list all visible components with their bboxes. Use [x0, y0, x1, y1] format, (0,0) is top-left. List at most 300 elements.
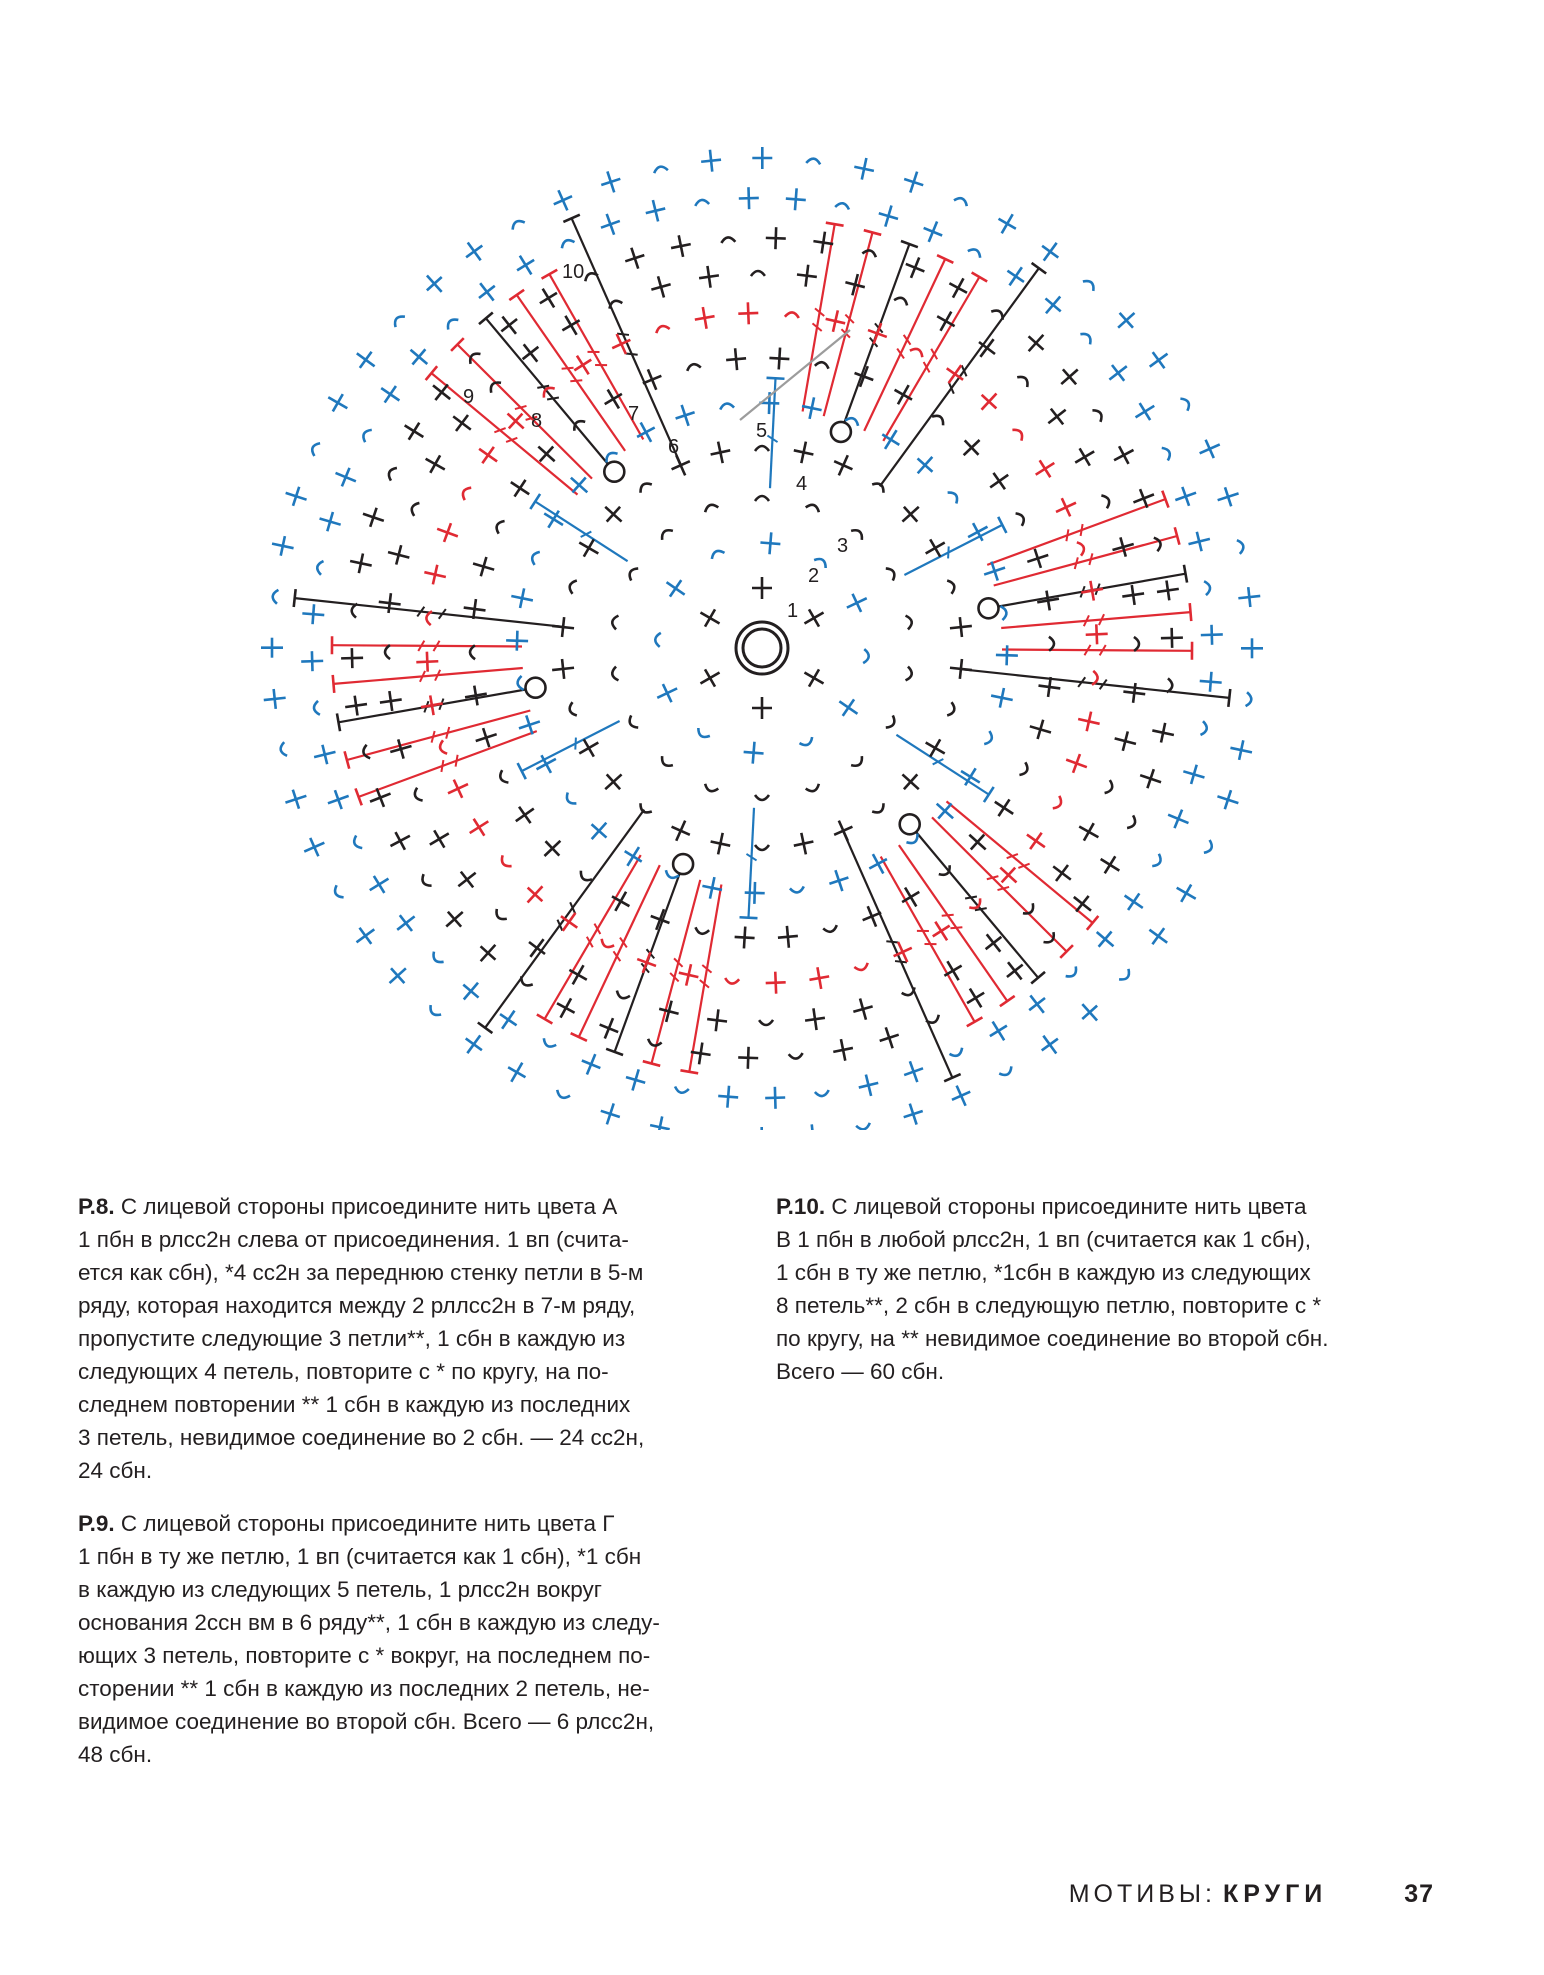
round-stitch-p [894, 296, 909, 306]
tall-stitch [824, 233, 873, 417]
round-stitch [1017, 374, 1031, 387]
round-stitch [494, 519, 504, 534]
round-stitch [421, 450, 450, 478]
round-stitch [1042, 402, 1072, 431]
round-stitch-p [686, 363, 701, 371]
round-stitch [1090, 924, 1120, 953]
r3-stitch-p [755, 795, 769, 800]
round-stitch-v [1075, 451, 1094, 462]
round-stitch-p [856, 1123, 871, 1130]
round-stitch [856, 1072, 881, 1098]
round-stitch [1167, 678, 1173, 692]
round-stitch [351, 345, 381, 374]
round-stitch-p [1000, 605, 1007, 620]
tall-stitch-tick [570, 380, 582, 381]
round-stitch [452, 865, 482, 894]
round-stitch-p [759, 1020, 773, 1025]
round-stitch [900, 1101, 926, 1128]
round-stitch [1241, 638, 1263, 658]
round-stitch [1237, 539, 1245, 554]
r2-stitch-v [770, 532, 772, 554]
long-black-stitch-tick [626, 353, 638, 354]
round-stitch [994, 860, 1024, 890]
round-stitch [599, 499, 629, 529]
round-stitch-p [755, 845, 769, 850]
round-stitch-p [823, 925, 838, 933]
round-stitch-p [510, 218, 525, 229]
round-stitch [1111, 306, 1141, 336]
round-stitch [900, 1058, 926, 1085]
round-stitch [876, 203, 901, 230]
round-stitch-v [1149, 930, 1167, 943]
round-stitch [902, 254, 929, 282]
tall-stitch-top [826, 223, 844, 226]
round-stitch [541, 1038, 556, 1049]
round-stitch-p [694, 927, 709, 935]
r1-stitch-v [700, 673, 719, 684]
round-stitch-p [755, 446, 769, 451]
round-stitch [717, 1085, 739, 1108]
round-stitch [1049, 637, 1054, 651]
tall-stitch-top [542, 270, 558, 279]
round-stitch [410, 501, 420, 516]
r3-stitch-p [611, 667, 618, 682]
round-stitch [725, 978, 739, 984]
round-stitch [765, 971, 786, 994]
round-stitch [1122, 682, 1146, 704]
round-stitch [325, 786, 352, 812]
blue-stitch [535, 502, 627, 562]
round-stitch [796, 264, 818, 288]
round-stitch [352, 835, 363, 850]
round-stitch [686, 363, 701, 371]
round-stitch-v [727, 1086, 729, 1108]
r2-stitch [710, 548, 725, 559]
round-stitch-v [537, 759, 556, 769]
round-stitch-p [999, 1066, 1014, 1077]
round-stitch [460, 237, 489, 267]
round-stitch-p [310, 441, 320, 456]
round-stitch-p [949, 1048, 964, 1059]
r3-stitch [886, 566, 897, 581]
round-stitch [792, 440, 816, 466]
long-black-stitch-top [478, 1022, 493, 1033]
tall-stitch [332, 645, 522, 646]
round-stitch-p [1083, 278, 1097, 291]
round-stitch-v [544, 513, 563, 525]
round-stitch [530, 550, 540, 565]
long-black-stitch-top [1228, 689, 1230, 707]
long-black-stitch-tick-l [617, 334, 629, 335]
round-9-label: Р.9. [78, 1511, 115, 1536]
round-stitch-p [1019, 762, 1029, 777]
r2-stitch [743, 741, 765, 765]
r3-stitch-p [659, 527, 673, 540]
round-stitch-p [1162, 446, 1173, 461]
round-stitch [283, 483, 310, 509]
tall-stitch-top [1000, 996, 1015, 1006]
tall-stitch-top [1184, 565, 1187, 583]
round-stitch-p [568, 579, 577, 594]
round-stitch [413, 788, 423, 803]
tall-stitch-top [571, 1033, 587, 1041]
r3-stitch [611, 615, 618, 630]
round-stitch-p [1167, 678, 1173, 692]
round-label-4: 4 [796, 473, 808, 495]
round-stitch-v [357, 929, 375, 942]
tall-stitch-tick-l [506, 438, 517, 442]
round-stitch [698, 265, 721, 290]
round-stitch [511, 250, 540, 279]
r3-stitch [703, 503, 718, 512]
tall-stitch-tick [547, 397, 559, 399]
round-stitch [1101, 493, 1111, 508]
round-stitch [344, 694, 369, 717]
round-stitch-p [1246, 692, 1252, 706]
round-stitch [310, 441, 320, 456]
cluster-base [900, 814, 920, 834]
round-stitch [984, 1016, 1013, 1045]
round-stitch-v [926, 743, 945, 754]
round-stitch [655, 324, 670, 333]
r3-stitch-p [886, 566, 897, 581]
round-stitch [622, 245, 648, 272]
round-stitch-p [968, 247, 983, 258]
r3-stitch [906, 615, 913, 630]
round-stitch-p [947, 579, 956, 594]
blue-stitch [896, 735, 988, 795]
tall-stitch-top [333, 675, 335, 693]
round-stitch-p [499, 855, 512, 869]
round-stitch [872, 480, 886, 492]
round-stitch [674, 1086, 689, 1093]
round-stitch [279, 742, 287, 757]
r1-stitch [752, 697, 772, 719]
round-stitch [362, 745, 370, 760]
round-stitch [862, 249, 877, 258]
round-stitch-v [1008, 962, 1022, 979]
round-stitch-p [1127, 815, 1138, 830]
round-stitch [721, 237, 735, 243]
round-stitch [518, 976, 532, 988]
round-stitch-v [787, 926, 789, 948]
round-stitch-v [1027, 835, 1045, 848]
tall-stitch-tick-l [1081, 524, 1083, 536]
round-stitch [1030, 454, 1059, 483]
round-stitch-v [543, 289, 554, 308]
round-stitch [765, 227, 786, 250]
blue-stitch-top [518, 763, 526, 779]
round-label-5: 5 [756, 420, 768, 442]
tall-stitch-tick-l [1066, 529, 1068, 541]
round-stitch [383, 961, 413, 991]
round-stitch [506, 630, 529, 651]
round-stitch [1052, 494, 1080, 521]
round-stitch-v [357, 353, 375, 366]
subsection-title: КРУГИ [1222, 1880, 1328, 1908]
round-stitch [850, 996, 875, 1023]
round-stitch-v [1048, 410, 1065, 424]
round-stitch [864, 849, 892, 878]
tall-stitch-bar [1087, 916, 1098, 930]
round-stitch [597, 1100, 623, 1127]
round-stitch [1036, 589, 1061, 612]
long-black-stitch-tick [895, 961, 907, 962]
r2-stitch-p [710, 548, 725, 559]
round-stitch [823, 308, 847, 334]
blue-stitch-bar [984, 787, 994, 802]
round-stitch [470, 645, 475, 659]
round-stitch-p [1204, 581, 1211, 596]
round-stitch [1035, 1030, 1064, 1060]
round-stitch [351, 921, 381, 950]
long-black-stitch-tick-l [886, 941, 898, 942]
round-stitch [991, 308, 1005, 320]
round-stitch [473, 441, 503, 470]
round-stitch [876, 1024, 902, 1051]
round-stitch-v [301, 661, 323, 662]
round-stitch-p [991, 308, 1005, 320]
round-stitch-v [563, 913, 576, 931]
round-stitch-v [448, 784, 468, 793]
round-stitch [427, 1005, 441, 1018]
round-stitch-p [719, 403, 734, 410]
round-stitch [752, 1127, 772, 1130]
round-stitch [1027, 717, 1054, 742]
tall-stitch-bar [333, 675, 335, 693]
round-stitch [949, 658, 973, 680]
round-stitch-v [479, 449, 497, 462]
round-stitch [638, 480, 652, 492]
round-stitch [919, 218, 946, 246]
round-stitch-p [854, 963, 869, 972]
round-stitch [560, 238, 575, 249]
r3-stitch [627, 715, 638, 730]
round-stitch [1144, 922, 1174, 951]
round-stitch-v [341, 658, 363, 659]
long-black-stitch-tick [617, 334, 629, 335]
round-stitch [317, 509, 344, 534]
cluster-base [979, 598, 999, 618]
round-stitch [361, 427, 372, 442]
round-stitch-v [577, 356, 589, 375]
round-stitch [1172, 483, 1199, 509]
round-stitch-p [1017, 374, 1031, 387]
round-stitch [968, 247, 983, 258]
round-stitch [549, 186, 576, 214]
round-stitch [599, 767, 629, 797]
blue-stitch-top [740, 917, 758, 918]
round-stitch [1127, 815, 1138, 830]
round-stitch [332, 885, 343, 900]
round-stitch [459, 1030, 488, 1060]
r2-stitch [834, 693, 863, 722]
round-stitch-p [1077, 541, 1086, 556]
round-stitch-p [806, 158, 820, 164]
round-stitch [826, 867, 852, 894]
blue-stitch-tick-l [948, 546, 949, 558]
round-stitch-p [655, 324, 670, 333]
long-black-stitch-tick-l [895, 961, 907, 962]
r3-stitch-p [806, 503, 821, 512]
tall-stitch-bar [479, 313, 493, 325]
round-stitch [312, 742, 338, 767]
r3-stitch [627, 566, 638, 581]
tall-stitch [359, 731, 537, 797]
round-stitch [341, 648, 363, 669]
round-stitch [1103, 358, 1133, 387]
r1-stitch-v [700, 613, 719, 624]
round-stitch [777, 925, 799, 949]
round-stitch-v [390, 836, 409, 846]
blue-stitch-tick-l [575, 738, 576, 750]
r1-stitch [695, 604, 724, 632]
round-stitch [802, 1123, 824, 1130]
round-stitch [463, 684, 488, 707]
r1-stitch [799, 664, 828, 692]
r1-stitch-v [804, 673, 823, 684]
round-stitch-p [1066, 966, 1080, 979]
round-stitch [1119, 887, 1148, 916]
round-stitch [706, 1008, 728, 1032]
round-stitch [1112, 729, 1138, 754]
blue-stitch-bar [767, 378, 785, 379]
long-black-stitch-top [294, 589, 296, 607]
blue-stitch [522, 721, 620, 771]
round-stitch-p [316, 560, 323, 575]
round-stitch-p [392, 313, 405, 327]
round-stitch [633, 949, 659, 977]
tall-stitch-bar [826, 223, 844, 226]
tall-stitch [689, 885, 721, 1072]
round-stitch [948, 489, 961, 503]
r2-stitch [655, 632, 661, 646]
round-stitch-v [381, 388, 399, 400]
tall-stitch [881, 857, 975, 1022]
round-stitch [599, 939, 614, 950]
round-stitch [551, 658, 575, 680]
round-stitch [520, 880, 550, 910]
round-stitch-v [775, 227, 776, 249]
r2-stitch [760, 532, 782, 556]
round-stitch-v [520, 256, 532, 275]
round-stitch [499, 855, 512, 869]
round-stitch [949, 616, 973, 638]
tall-stitch-tick [942, 915, 954, 916]
round-stitch [1161, 628, 1183, 649]
round-stitch [557, 311, 585, 340]
round-stitch [1164, 805, 1192, 832]
round-stitch-v [328, 397, 347, 408]
long-black-stitch-bar [478, 1022, 493, 1033]
r2-stitch [863, 649, 869, 663]
round-stitch [516, 338, 545, 368]
round-stitch [493, 909, 507, 922]
blue-stitch-bar [740, 917, 758, 918]
round-stitch [872, 803, 886, 815]
round-stitch-p [932, 413, 946, 426]
round-stitch-v [775, 1087, 776, 1109]
r3-stitch [659, 527, 673, 540]
round-stitch-v [1238, 596, 1260, 598]
round-stitch-v [430, 833, 449, 844]
round-stitch-v [735, 348, 737, 370]
round-stitch-p [1101, 493, 1111, 508]
round-stitch [647, 1039, 662, 1048]
round-stitch-v [516, 809, 534, 822]
round-stitch-p [272, 589, 278, 603]
round-stitch [564, 792, 577, 806]
round-stitch-p [386, 466, 397, 481]
round-stitch [856, 1123, 871, 1130]
r3-stitch [806, 503, 821, 512]
round-stitch [598, 168, 624, 195]
chart-symbols [261, 147, 1263, 1130]
round-stitch-p [1105, 780, 1115, 795]
round-stitch [376, 380, 405, 409]
round-stitch-v [1086, 634, 1108, 635]
round-stitch [1055, 362, 1085, 392]
round-stitch [989, 793, 1018, 822]
round-stitch-v [380, 699, 402, 702]
r3-stitch [851, 527, 865, 540]
round-stitch [445, 316, 459, 329]
round-stitch-p [460, 485, 471, 500]
round-stitch-p [1180, 396, 1191, 411]
round-stitch [921, 734, 950, 762]
round-stitch [752, 147, 772, 169]
blue-stitch-top [767, 378, 785, 379]
tall-stitch-tick [506, 438, 517, 442]
round-8-label: Р.8. [78, 1194, 115, 1219]
round-stitch [854, 963, 869, 972]
r1-stitch-v [804, 613, 823, 624]
round-stitch [894, 296, 909, 306]
round-stitch [1063, 750, 1091, 776]
round-stitch-v [1044, 243, 1057, 261]
round-stitch [472, 277, 501, 307]
round-stitch [759, 1020, 773, 1025]
round-stitch [1156, 579, 1181, 602]
tall-stitch-top [1087, 916, 1098, 930]
round-stitch [510, 800, 539, 829]
round-stitch [806, 158, 820, 164]
round-9-instructions: Р.9. С лицевой стороны присоедините нить цвета Г 1 пбн в ту же петлю, 1 вп (считается как 1 сбн), *1 сбн в каждую из следующих 5 петель, 1 рлсс2н вокруг основания 2ссн вм в 6 ряду**, 1 сбн в каждую из следу- ющих 3 петель, повторите с * вокруг, на последнем по- сторении ** 1 сбн в каждую из последних 2 петель, не- видимое соединение во второй сбн. Всего — 6 рлсс2н, 48 сбн. [78, 1511, 660, 1767]
round-stitch-v [968, 527, 987, 537]
round-stitch [1083, 278, 1097, 291]
magic-ring-inner [743, 629, 781, 667]
round-label-8: 8 [531, 410, 543, 432]
round-stitch [364, 870, 393, 899]
round-stitch-p [1016, 511, 1027, 526]
tall-stitch-tick [965, 896, 977, 898]
round-stitch [954, 196, 969, 206]
tall-stitch-tick [562, 368, 574, 369]
r3-stitch [806, 784, 821, 793]
round-stitch [901, 169, 927, 196]
round-stitch-p [541, 1038, 556, 1049]
round-stitch-v [579, 543, 598, 554]
tall-stitch-tick-l [441, 760, 443, 772]
r1-stitch [752, 577, 772, 599]
round-stitch-v [990, 475, 1008, 488]
blue-stitch-top [998, 517, 1006, 533]
round-stitch-p [872, 480, 886, 492]
round-stitch-v [506, 640, 528, 641]
r3-stitch-p [906, 615, 913, 630]
round-stitch [578, 871, 592, 884]
round-stitch-v [950, 626, 972, 628]
